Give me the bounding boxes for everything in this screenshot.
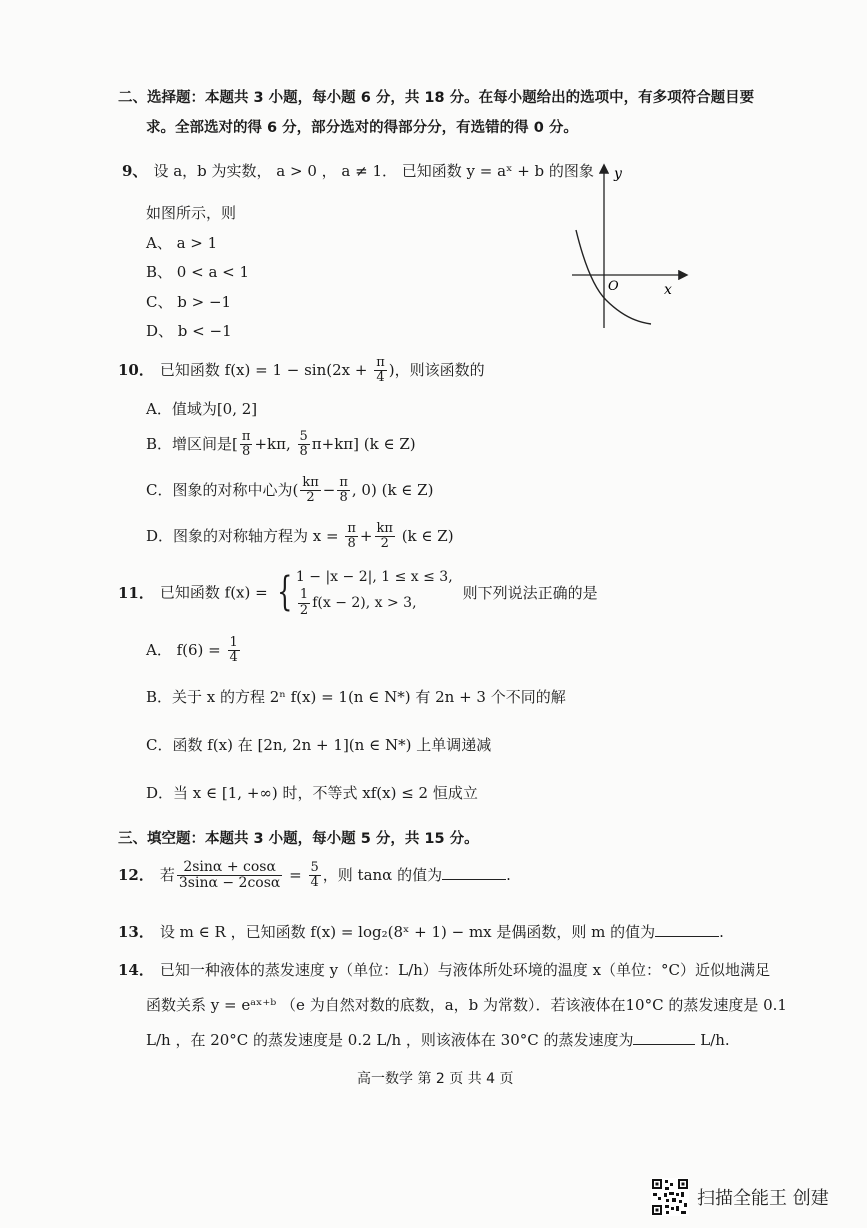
option-d-post: (k ∈ Z) <box>396 526 454 545</box>
question-11-option-d: D．当 x ∈ [1, +∞) 时，不等式 xf(x) ≤ 2 恒成立 <box>146 784 478 802</box>
option-d-mid: + <box>359 526 373 545</box>
fraction-denominator: 8 <box>299 444 308 460</box>
question-12-pre: 若 <box>159 865 175 884</box>
trig-fraction <box>177 860 283 892</box>
piece-2: f(x − 2), x > 3, <box>312 595 417 612</box>
section-2-line1: 二、选择题：本题共 3 小题，每小题 6 分，共 18 分。在每小题给出的选项中，有多项符合题目要 <box>118 90 755 106</box>
question-10-option-b <box>146 430 416 460</box>
option-c-mid: − <box>322 480 336 499</box>
fraction-denominator: 8 <box>339 490 348 506</box>
question-14-line1 <box>118 959 770 980</box>
question-10-stem <box>118 356 485 386</box>
option-b-post: π+kπ] (k ∈ Z) <box>311 434 416 453</box>
function-curve <box>576 230 651 324</box>
question-11-stem-pre: 已知函数 f(x) = <box>159 583 273 602</box>
question-13-end: . <box>719 923 724 941</box>
fraction-denominator: 4 <box>376 370 385 386</box>
exponential-graph <box>564 158 694 336</box>
left-brace: { <box>277 569 293 615</box>
fraction <box>300 476 320 506</box>
question-9-option-c: C、 b > −1 <box>146 293 232 311</box>
option-b-pre: B．增区间是[ <box>146 434 238 453</box>
x-axis-label: x <box>664 282 672 298</box>
fraction-numerator: π <box>347 521 356 536</box>
fraction <box>375 522 395 552</box>
fraction <box>337 476 350 506</box>
fraction-numerator: 5 <box>299 429 308 444</box>
qr-code-icon <box>651 1178 689 1216</box>
answer-blank[interactable] <box>655 922 719 937</box>
section-3-header: 三、填空题：本题共 3 小题，每小题 5 分，共 15 分。 <box>118 831 479 847</box>
question-9-stem-text: 设 a，b 为实数， a > 0 ， a ≠ 1． 已知函数 y = aˣ + b 的图象 <box>153 162 594 180</box>
question-11-option-b: B．关于 x 的方程 2ⁿ f(x) = 1(n ∈ N*) 有 2n + 3 个不同的解 <box>146 688 566 706</box>
fraction-numerator: 2sinα + cosα <box>177 860 283 876</box>
question-9-option-a: A、 a > 1 <box>146 234 218 252</box>
fraction-numerator: π <box>376 355 385 370</box>
fraction-numerator: kπ <box>376 521 393 536</box>
section-2-line2: 求。全部选对的得 6 分，部分选对的得部分分，有选错的得 0 分。 <box>146 120 578 136</box>
question-11-stem <box>118 566 598 618</box>
question-12-post: ，则 tanα 的值为 <box>322 865 443 884</box>
question-10-option-a: A．值域为[0, 2] <box>146 400 258 418</box>
option-d-pre: D．图象的对称轴方程为 x = <box>146 526 344 545</box>
question-12 <box>118 860 511 892</box>
fraction-numerator: 1 <box>299 587 309 603</box>
question-12-equals: = <box>284 865 307 884</box>
question-9-option-d: D、 b < −1 <box>146 322 232 340</box>
fraction <box>298 588 310 618</box>
pi-over-4-fraction <box>374 356 387 386</box>
question-number: 11． <box>118 583 154 602</box>
question-14-line2: 函数关系 y = eᵃˣ⁺ᵇ （e 为自然对数的底数，a，b 为常数）．若该液体在10°C 的蒸发速度是 0.1 <box>146 996 787 1014</box>
fraction <box>345 522 358 552</box>
question-number: 14． <box>118 961 154 979</box>
question-12-end: . <box>506 865 511 884</box>
fraction-numerator: π <box>241 429 251 444</box>
question-14-text-line1: 已知一种液体的蒸发速度 y（单位：L/h）与液体所处环境的温度 x（单位：°C）近似地满足 <box>159 961 771 979</box>
question-9-stem-line2: 如图所示，则 <box>146 204 237 222</box>
question-10-option-d <box>146 522 454 552</box>
question-14-text-line3: L/h ，在 20°C 的蒸发速度是 0.2 L/h ，则该液体在 30°C 的蒸发速度为 <box>146 1031 634 1049</box>
question-number: 13． <box>118 923 154 941</box>
question-10-option-c <box>146 476 433 506</box>
question-number: 9、 <box>122 162 148 180</box>
piece-1: 1 − |x − 2|, 1 ≤ x ≤ 3, <box>295 569 453 585</box>
fraction-denominator: 2 <box>299 602 309 618</box>
question-13 <box>118 921 724 942</box>
question-10-stem-pre: 已知函数 f(x) = 1 − sin(2x + <box>159 360 373 379</box>
fraction-numerator: kπ <box>302 475 319 490</box>
fraction <box>298 430 310 460</box>
question-9-option-b: B、 0 < a < 1 <box>146 263 250 281</box>
question-14-unit: L/h. <box>695 1031 730 1049</box>
fraction-denominator: 8 <box>347 536 356 552</box>
question-11-option-c: C．函数 f(x) 在 [2n, 2n + 1](n ∈ N*) 上单调递减 <box>146 736 492 754</box>
piecewise-definition <box>296 566 453 618</box>
fraction-numerator: 5 <box>310 860 319 876</box>
question-9-stem <box>122 160 594 181</box>
question-14-line3 <box>146 1029 730 1050</box>
fraction-denominator: 3sinα − 2cosα <box>178 875 281 892</box>
question-11-option-a <box>146 636 242 666</box>
scanner-watermark: 扫描全能王 创建 <box>697 1188 829 1209</box>
question-number: 10． <box>118 360 154 379</box>
question-10-stem-post: )，则该函数的 <box>388 360 485 379</box>
fraction-denominator: 4 <box>310 875 319 891</box>
answer-blank[interactable] <box>633 1030 695 1045</box>
option-b-mid: +kπ, <box>254 434 296 453</box>
answer-blank[interactable] <box>442 865 506 880</box>
fraction-denominator: 8 <box>242 444 251 460</box>
fraction-denominator: 2 <box>306 490 315 506</box>
fraction-denominator: 4 <box>229 650 238 666</box>
fraction-numerator: π <box>339 475 348 490</box>
option-c-pre: C．图象的对称中心为( <box>146 480 299 499</box>
origin-label: O <box>608 279 619 294</box>
option-c-post: , 0) (k ∈ Z) <box>351 480 434 499</box>
question-number: 12． <box>118 865 154 884</box>
question-13-text: 设 m ∈ R ，已知函数 f(x) = log₂(8ˣ + 1) − mx 是偶函数，则 m 的值为 <box>159 923 656 941</box>
page-footer: 高一数学 第 2 页 共 4 页 <box>357 1071 514 1087</box>
fraction-denominator: 2 <box>380 536 389 552</box>
fraction <box>240 430 253 460</box>
y-axis-label: y <box>614 166 622 182</box>
fraction-numerator: 1 <box>229 635 238 650</box>
question-11-stem-post: 则下列说法正确的是 <box>462 583 598 602</box>
option-a-pre: A． f(6) = <box>146 640 226 659</box>
fraction <box>228 636 240 666</box>
fraction <box>309 861 321 891</box>
